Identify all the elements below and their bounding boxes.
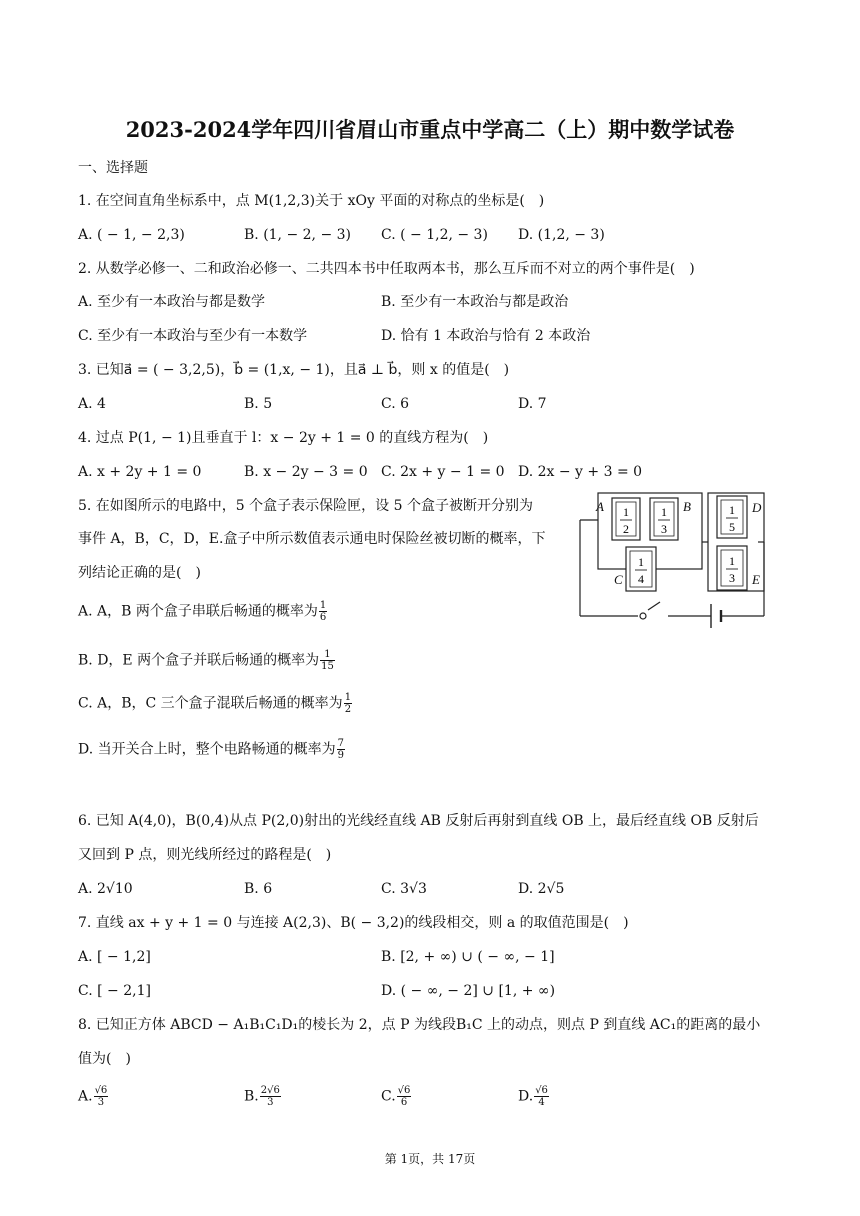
q1-option-d: D. (1,2, − 3) <box>518 227 605 243</box>
q7-stem: 7. 直线 ax + y + 1 = 0 与连接 A(2,3)、B( − 3,2)的线段相交，则 a 的取值范围是( ) <box>78 915 629 931</box>
fuse-box-a <box>612 498 640 540</box>
q4-option-b: B. x − 2y − 3 = 0 <box>244 464 368 480</box>
fraction: $\frac{√6}{3}$ <box>94 1085 108 1108</box>
q6-option-a: A. 2√10 <box>78 881 133 897</box>
q2-stem: 2. 从数学必修一、二和政治必修一、二共四本书中任取两本书，那么互斥而不对立的两个事件是( ) <box>78 261 695 277</box>
q1-option-a: A. ( − 1, − 2,3) <box>78 227 185 243</box>
q5-option-b <box>78 649 336 672</box>
q5-option-c <box>78 692 353 715</box>
svg-text:1: 1 <box>623 505 629 519</box>
q1-option-c: C. ( − 1,2, − 3) <box>381 227 488 243</box>
q4-option-c: C. 2x + y − 1 = 0 <box>381 464 505 480</box>
q3-option-a: A. 4 <box>78 396 106 412</box>
fuse-box-c <box>626 547 656 591</box>
q5-stem-line-1: 5. 在如图所示的电路中，5 个盒子表示保险匣，设 5 个盒子被断开分别为 <box>78 498 533 514</box>
q7-option-b: B. [2, + ∞) ∪ ( − ∞, − 1] <box>381 949 555 965</box>
q2-option-c: C. 至少有一本政治与至少有一本数学 <box>78 328 308 344</box>
q2-option-d: D. 恰有 1 本政治与恰有 2 本政治 <box>381 328 591 344</box>
label-e: E <box>752 572 760 587</box>
q8-option-d: D. $\frac{√6}{4}$ <box>518 1085 548 1108</box>
q8-stem-line-1: 8. 已知正方体 ABCD − A₁B₁C₁D₁的棱长为 2，点 P 为线段B₁C 上的动点，则点 P 到直线 AC₁的距离的最小 <box>78 1017 761 1033</box>
q3-option-b: B. 5 <box>244 396 273 412</box>
q6-option-c: C. 3√3 <box>381 881 427 897</box>
q4-option-d: D. 2x − y + 3 = 0 <box>518 464 643 480</box>
svg-text:5: 5 <box>729 520 735 534</box>
q8-option-a: A. $\frac{√6}{3}$ <box>78 1085 108 1108</box>
label-b: B <box>683 499 691 514</box>
fuse-box-b <box>650 498 678 540</box>
q7-option-a: A. [ − 1,2] <box>78 949 151 965</box>
fraction: $\frac{√6}{6}$ <box>397 1085 411 1108</box>
fraction: $\frac{1}{15}$ <box>321 649 334 672</box>
switch-node <box>640 613 646 619</box>
svg-text:1: 1 <box>638 555 644 569</box>
q6-stem-line-2: 又回到 P 点，则光线所经过的路程是( ) <box>78 847 332 863</box>
label-c: C <box>614 572 623 587</box>
svg-text:1: 1 <box>661 505 667 519</box>
q6-stem-line-1: 6. 已知 A(4,0)，B(0,4)从点 P(2,0)射出的光线经直线 AB 反射后再射到直线 OB 上，最后经直线 OB 反射后 <box>78 813 759 829</box>
q4-option-a: A. x + 2y + 1 = 0 <box>78 464 202 480</box>
q3-option-d: D. 7 <box>518 396 547 412</box>
q5-option-a-text: A. A，B 两个盒子串联后畅通的概率为 <box>78 603 318 620</box>
q8-stem-line-2: 值为( ) <box>78 1051 131 1067</box>
q5-option-d-text: D. 当开关合上时，整个电路畅通的概率为 <box>78 741 336 758</box>
q7-option-c: C. [ − 2,1] <box>78 983 151 999</box>
fuse-box-d <box>717 496 747 538</box>
q2-option-b: B. 至少有一本政治与都是政治 <box>381 294 569 310</box>
svg-text:3: 3 <box>661 522 667 536</box>
svg-text:4: 4 <box>638 572 644 586</box>
label-a: A <box>596 499 604 514</box>
fraction: $\frac{√6}{4}$ <box>535 1085 548 1108</box>
fraction: $\frac{1}{2}$ <box>344 692 352 715</box>
fuse-box-e <box>717 546 747 590</box>
section-heading: 一、选择题 <box>78 160 148 176</box>
svg-text:2: 2 <box>623 522 629 536</box>
q5-option-a <box>78 600 328 623</box>
q5-stem-line-3: 列结论正确的是( ) <box>78 565 201 581</box>
q5-option-d <box>78 738 346 761</box>
q3-option-c: C. 6 <box>381 396 410 412</box>
q8-option-b: B. $\frac{2√6}{3}$ <box>244 1085 280 1108</box>
page-footer: 第 1页，共 17页 <box>384 1152 476 1166</box>
q7-option-d: D. ( − ∞, − 2] ∪ [1, + ∞) <box>381 983 556 999</box>
q5-stem-line-2: 事件 A，B，C，D，E.盒子中所示数值表示通电时保险丝被切断的概率，下 <box>78 531 546 547</box>
page-title: 2023-2024学年四川省眉山市重点中学高二（上）期中数学试卷 <box>125 117 735 142</box>
q1-option-b: B. (1, − 2, − 3) <box>244 227 351 243</box>
q6-option-b: B. 6 <box>244 881 273 897</box>
fraction: $\frac{2√6}{3}$ <box>260 1085 280 1108</box>
svg-text:1: 1 <box>729 554 735 568</box>
q3-stem: 3. 已知a⃗ = ( − 3,2,5)，b⃗ = (1,x, − 1)，且a⃗ ⊥ b⃗，则 x 的值是( ) <box>78 362 510 378</box>
label-d: D <box>752 500 762 515</box>
q5-option-b-text: B. D，E 两个盒子并联后畅通的概率为 <box>78 652 320 669</box>
q4-stem: 4. 过点 P(1, − 1)且垂直于 l：x − 2y + 1 = 0 的直线方程为( ) <box>78 430 489 446</box>
svg-text:3: 3 <box>729 571 735 585</box>
q5-option-c-text: C. A，B，C 三个盒子混联后畅通的概率为 <box>78 695 343 712</box>
svg-text:1: 1 <box>729 503 735 517</box>
q1-stem: 1. 在空间直角坐标系中，点 M(1,2,3)关于 xOy 平面的对称点的坐标是( ) <box>78 193 545 209</box>
q2-option-a: A. 至少有一本政治与都是数学 <box>78 294 266 310</box>
fraction: $\frac{7}{9}$ <box>337 738 344 761</box>
q6-option-d: D. 2√5 <box>518 881 565 897</box>
battery-icon <box>711 604 721 628</box>
circuit-diagram <box>576 490 776 630</box>
fraction: $\frac{1}{6}$ <box>319 600 327 623</box>
q8-option-c: C. $\frac{√6}{6}$ <box>381 1085 411 1108</box>
